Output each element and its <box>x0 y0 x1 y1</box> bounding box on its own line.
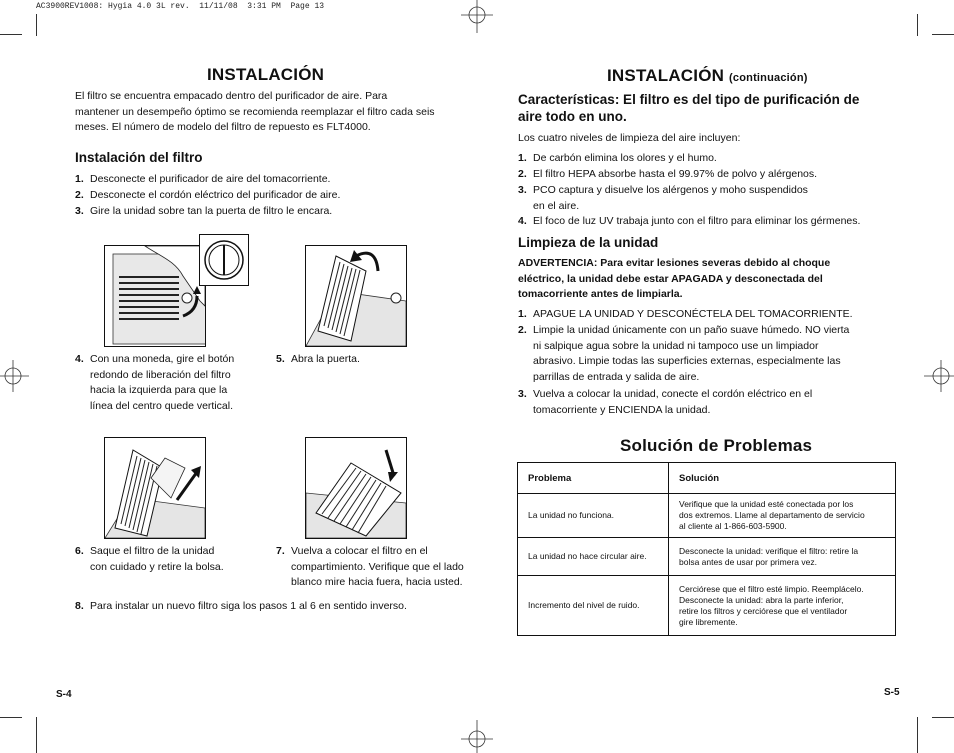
solution-cell: Verifique que la unidad esté conectada por los dos extremos. Llame al departamento de servicio al cliente al 1-866-603-5900. <box>669 494 896 538</box>
step-5: 5. Abra la puerta. <box>276 353 360 365</box>
step-2: 2. Desconecte el cordón eléctrico del purificador de aire. <box>75 189 341 201</box>
problem-cell: Incremento del nivel de ruido. <box>518 576 669 636</box>
column-header-problem: Problema <box>518 463 669 494</box>
illustration-open-door <box>305 245 407 347</box>
step-3: 3. Gire la unidad sobre tan la puerta de filtro le encara. <box>75 205 333 217</box>
warning-paragraph: ADVERTENCIA: Para evitar lesiones severas debido al choque eléctrico, la unidad debe estar APAGADA y desconectada del tomacorriente antes de limpiarla. <box>518 257 831 301</box>
cleaning-step-1: 1. APAGUE LA UNIDAD Y DESCONÉCTELA DEL TOMACORRIENTE. <box>518 308 853 320</box>
feature-2: 2. El filtro HEPA absorbe hasta el 99.97% de polvo y alérgenos. <box>518 168 818 180</box>
troubleshooting-title: Solución de Problemas <box>620 436 813 455</box>
solution-cell: Cerciórese que el filtro esté limpio. Reemplácelo. Desconecte la unidad: abra la parte inferior, retire los filtros y cerciórese que el ventilador gire libremente. <box>669 576 896 636</box>
intro-line: meses. El número de modelo del filtro de repuesto es FLT4000. <box>75 121 371 134</box>
intro-line: El filtro se encuentra empacado dentro del purificador de aire. Para <box>75 90 388 102</box>
solution-cell: Desconecte la unidad: verifique el filtro: retire la bolsa antes de usar por primera vez. <box>669 538 896 576</box>
cleaning-step-3: 3. Vuelva a colocar la unidad, conecte el cordón eléctrico en el tomacorriente y ENCIENDA la unidad. <box>518 388 813 416</box>
intro-line: mantener un desempeño óptimo se recomienda reemplazar el filtro cada seis <box>75 105 435 118</box>
table-row <box>518 538 896 576</box>
illustration-replace-filter <box>305 437 407 539</box>
features-heading: Características: El filtro es del tipo de purificación de aire todo en uno. <box>518 92 860 124</box>
crop-mark <box>932 34 954 35</box>
cleaning-heading: Limpieza de la unidad <box>518 235 659 250</box>
page-number-left: S-4 <box>56 689 72 700</box>
crop-mark <box>917 717 918 753</box>
crop-mark <box>36 717 37 753</box>
registration-mark-top <box>455 0 499 34</box>
page-title-right: INSTALACIÓN (continuación) <box>607 66 808 85</box>
header-slug: AC3900REV1008: Hygia 4.0 3L rev. 11/11/08 3:31 PM Page 13 <box>36 2 325 11</box>
illustration-knob-detail <box>199 234 249 286</box>
table-row <box>518 576 896 636</box>
table-header-row <box>518 463 896 494</box>
crop-mark <box>36 14 37 36</box>
column-header-solution: Solución <box>669 463 896 494</box>
page-number-right: S-5 <box>884 687 900 698</box>
registration-mark-bottom <box>455 720 499 753</box>
illustration-turn-release-knob <box>104 245 206 347</box>
problem-cell: La unidad no funciona. <box>518 494 669 538</box>
illustration-remove-filter <box>104 437 206 539</box>
crop-mark <box>0 717 22 718</box>
page-title-left: INSTALACIÓN <box>207 65 325 84</box>
registration-mark-right <box>924 358 954 394</box>
feature-4: 4. El foco de luz UV trabaja junto con el filtro para eliminar los gérmenes. <box>518 215 861 227</box>
step-6: 6. Saque el filtro de la unidad con cuidado y retire la bolsa. <box>75 545 224 573</box>
step-1: 1. Desconecte el purificador de aire del tomacorriente. <box>75 173 331 185</box>
step-8: 8. Para instalar un nuevo filtro siga los pasos 1 al 6 en sentido inverso. <box>75 600 407 612</box>
registration-mark-left <box>0 358 30 394</box>
step-4: 4. Con una moneda, gire el botón redondo de liberación del filtro hacia la izquierda para que la línea del centro quede vertical. <box>75 353 235 412</box>
filter-installation-heading: Instalación del filtro <box>75 150 203 165</box>
feature-3: 3. PCO captura y disuelve los alérgenos y moho suspendidos en el aire. <box>518 184 808 212</box>
cleaning-step-2: 2. Limpie la unidad únicamente con un paño suave húmedo. NO vierta ni salpique agua sobre la unidad ni tampoco use un limpiador abrasivo. Limpie todas las superficies externas, especialmente las parrillas de entrada y salida de aire. <box>518 324 850 383</box>
crop-mark <box>0 34 22 35</box>
features-intro: Los cuatro niveles de limpieza del aire incluyen: <box>518 132 741 144</box>
crop-mark <box>932 717 954 718</box>
problem-cell: La unidad no hace circular aire. <box>518 538 669 576</box>
feature-1: 1. De carbón elimina los olores y el humo. <box>518 152 717 164</box>
troubleshooting-table <box>517 462 896 636</box>
crop-mark <box>917 14 918 36</box>
table-row <box>518 494 896 538</box>
intro-paragraph <box>75 89 435 136</box>
step-7: 7. Vuelva a colocar el filtro en el compartimiento. Verifique que el lado blanco mire hacia fuera, hacia usted. <box>276 545 464 589</box>
